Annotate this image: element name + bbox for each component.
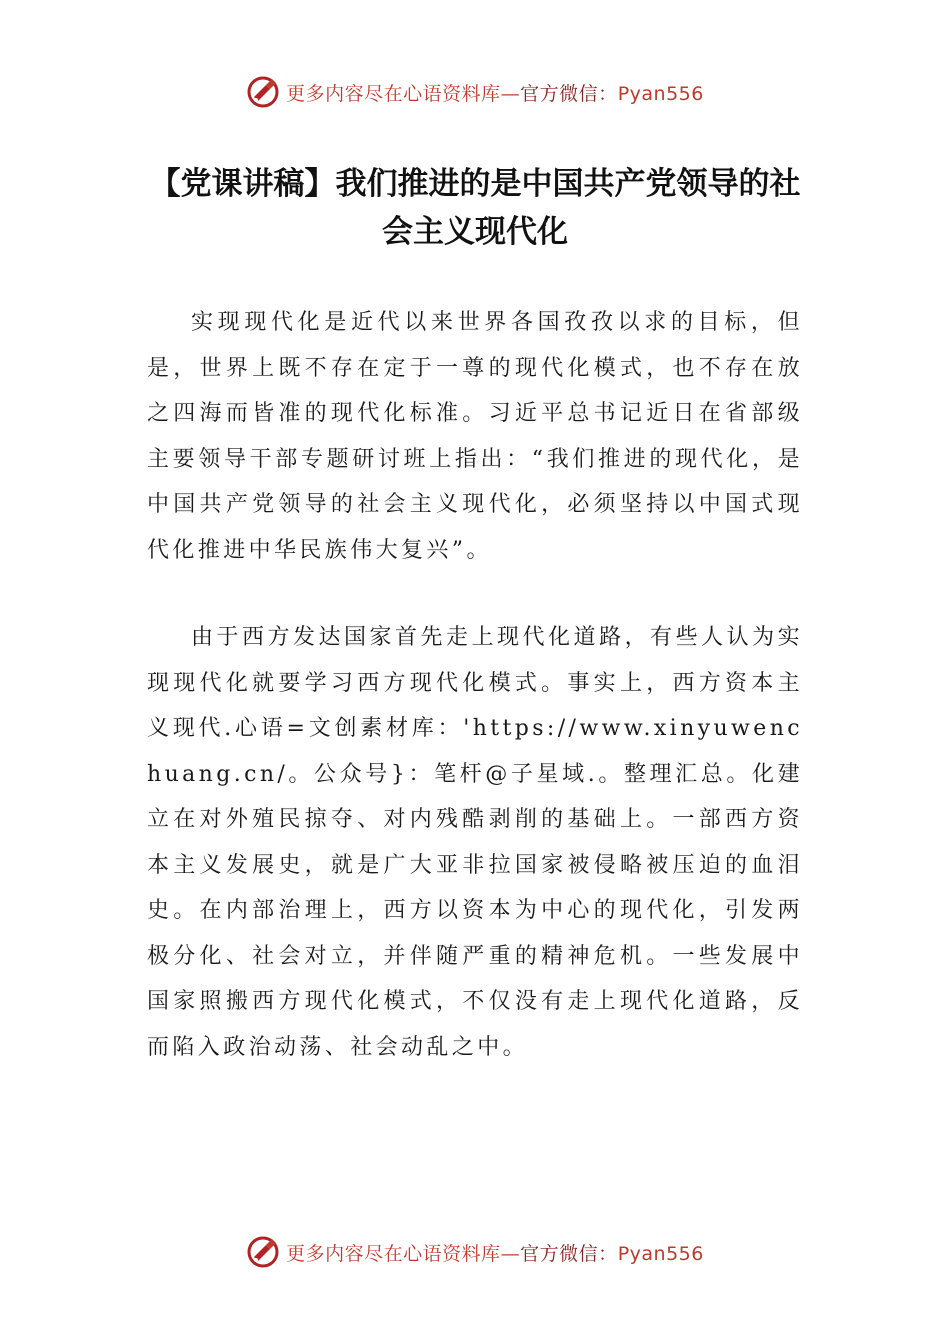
pen-logo-icon	[246, 1235, 280, 1269]
banner-text: 更多内容尽在心语资料库—官方微信：Pyan556	[286, 82, 704, 105]
document-body	[147, 300, 803, 1070]
banner-text: 更多内容尽在心语资料库—官方微信：Pyan556	[286, 1242, 704, 1265]
paragraph: 实现现代化是近代以来世界各国孜孜以求的目标，但是，世界上既不存在定于一尊的现代化模式，也不存在放之四海而皆准的现代化标准。习近平总书记近日在省部级主要领导干部专题研讨班上指出：“我们推进的现代化，是中国共产党领导的社会主义现代化，必须坚持以中国式现代化推进中华民族伟大复兴”。	[147, 310, 803, 563]
pen-logo-icon	[246, 75, 280, 109]
paragraph: 由于西方发达国家首先走上现代化道路，有些人认为实现现代化就要学习西方现代化模式。事实上，西方资本主义现代.心语=文创素材库：'https://www.xinyuwenchuang.cn/。公众号}：笔杆@子星域.。整理汇总。化建立在对外殖民掠夺、对内残酷剥削的基础上。一部西方资本主义发展史，就是广大亚非拉国家被侵略被压迫的血泪史。在内部治理上，西方以资本为中心的现代化，引发两极分化、社会对立，并伴随严重的精神危机。一些发展中国家照搬西方现代化模式，不仅没有走上现代化道路，反而陷入政治动荡、社会动乱之中。	[147, 625, 803, 1060]
header-banner	[0, 72, 950, 112]
footer-banner	[0, 1232, 950, 1272]
document-title: 【党课讲稿】我们推进的是中国共产党领导的社会主义现代化	[149, 166, 801, 250]
